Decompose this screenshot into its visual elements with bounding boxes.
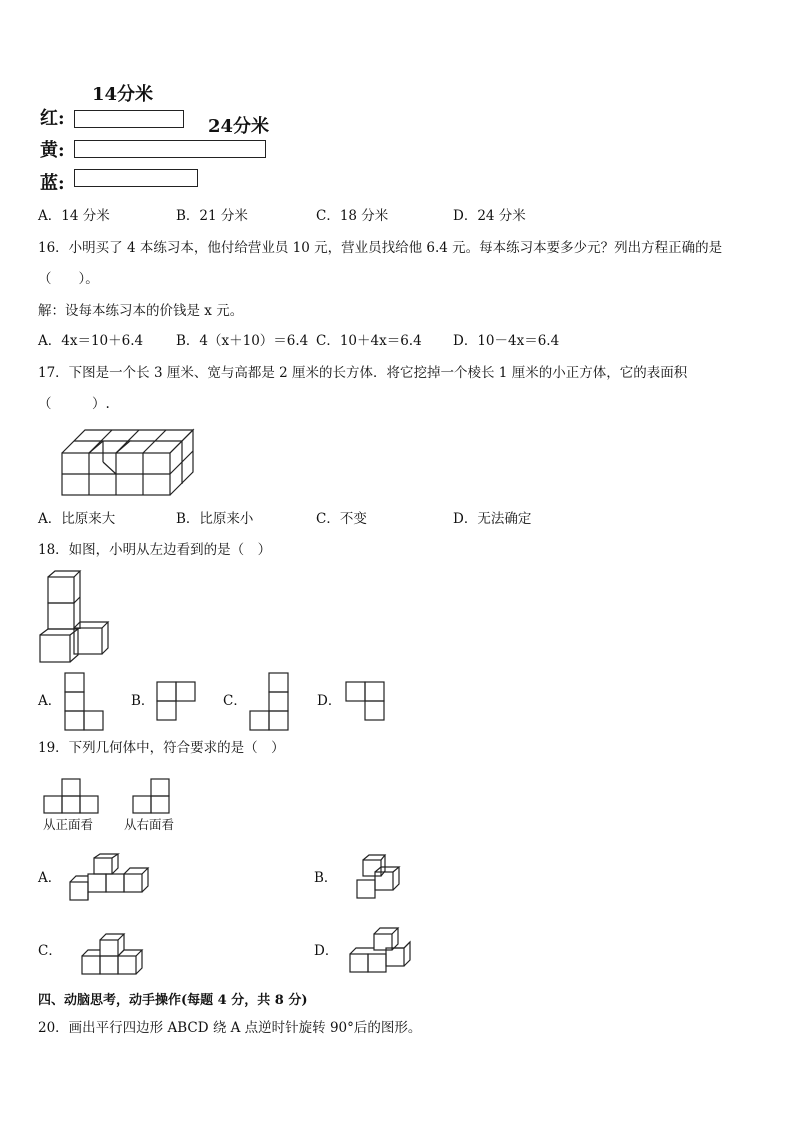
red-bar-label: 红: xyxy=(40,108,65,129)
q16-option-d[interactable]: D．10－4x＝6.4 xyxy=(453,333,560,349)
q19-option-a[interactable]: A． xyxy=(38,870,62,886)
q16-option-c[interactable]: C．10＋4x＝6.4 xyxy=(316,333,422,349)
yellow-bar xyxy=(74,140,266,158)
q18-option-b-view-icon xyxy=(156,681,196,721)
q16-option-b[interactable]: B．4（x＋10）＝6.4 xyxy=(176,333,309,349)
q19-option-d-solid-icon xyxy=(348,926,420,976)
q18-option-a-view-icon xyxy=(64,672,104,732)
q18-option-b[interactable]: B． xyxy=(131,693,155,709)
section-4-heading: 四、动脑思考，动手操作(每题 4 分，共 8 分) xyxy=(38,993,308,1008)
q19-option-c[interactable]: C． xyxy=(38,943,62,959)
q17-option-d[interactable]: D．无法确定 xyxy=(453,511,532,527)
q15-option-c[interactable]: C．18 分米 xyxy=(316,208,389,224)
q19-option-d[interactable]: D． xyxy=(314,943,339,959)
q19-option-c-solid-icon xyxy=(80,930,150,978)
q16-question: 16．小明买了 4 本练习本，他付给营业员 10 元，营业员找给他 6.4 元。每本练习本要多少元？列出方程正确的是 xyxy=(38,240,723,256)
right-view-figure xyxy=(132,778,170,814)
q15-option-a[interactable]: A．14 分米 xyxy=(38,208,110,224)
front-view-caption: 从正面看 xyxy=(43,817,94,832)
blue-bar-label: 蓝: xyxy=(40,173,65,194)
cuboid-with-notch-figure xyxy=(60,420,190,500)
q16-option-a[interactable]: A．4x＝10＋6.4 xyxy=(38,333,144,349)
q18-option-d-view-icon xyxy=(345,681,385,721)
yellow-bar-label: 黄: xyxy=(40,140,65,161)
q18-option-a[interactable]: A． xyxy=(38,693,62,709)
q16-solution: 解：设每本练习本的价钱是 x 元。 xyxy=(38,303,244,319)
q18-option-d[interactable]: D． xyxy=(317,693,342,709)
q17-question: 17．下图是一个长 3 厘米、宽与高都是 2 厘米的长方体．将它挖掉一个棱长 1 厘米的小正方体，它的表面积 xyxy=(38,365,688,381)
red-bar xyxy=(74,110,184,128)
yellow-bar-value: 24分米 xyxy=(208,116,270,137)
q17-answer-blank: （ ）. xyxy=(38,396,110,412)
q20-question: 20．画出平行四边形 ABCD 绕 A 点逆时针旋转 90°后的图形。 xyxy=(38,1020,422,1036)
q17-option-a[interactable]: A．比原来大 xyxy=(38,511,116,527)
q17-option-b[interactable]: B．比原来小 xyxy=(176,511,254,527)
q15-option-d[interactable]: D．24 分米 xyxy=(453,208,526,224)
q18-question: 18．如图，小明从左边看到的是（ ） xyxy=(38,542,272,558)
red-bar-value: 14分米 xyxy=(92,84,154,105)
q18-option-c-view-icon xyxy=(249,672,289,732)
blue-bar xyxy=(74,169,198,187)
front-view-figure xyxy=(43,778,99,814)
q18-option-c[interactable]: C． xyxy=(223,693,247,709)
q19-question: 19．下列几何体中，符合要求的是（ ） xyxy=(38,740,285,756)
q19-option-b[interactable]: B． xyxy=(314,870,338,886)
q19-option-a-solid-icon xyxy=(68,854,158,904)
q17-option-c[interactable]: C．不变 xyxy=(316,511,367,527)
q19-option-b-solid-icon xyxy=(355,854,405,904)
stacked-cubes-figure xyxy=(38,570,110,665)
right-view-caption: 从右面看 xyxy=(124,817,175,832)
q15-option-b[interactable]: B．21 分米 xyxy=(176,208,248,224)
q16-answer-blank: （ ）。 xyxy=(38,271,99,287)
